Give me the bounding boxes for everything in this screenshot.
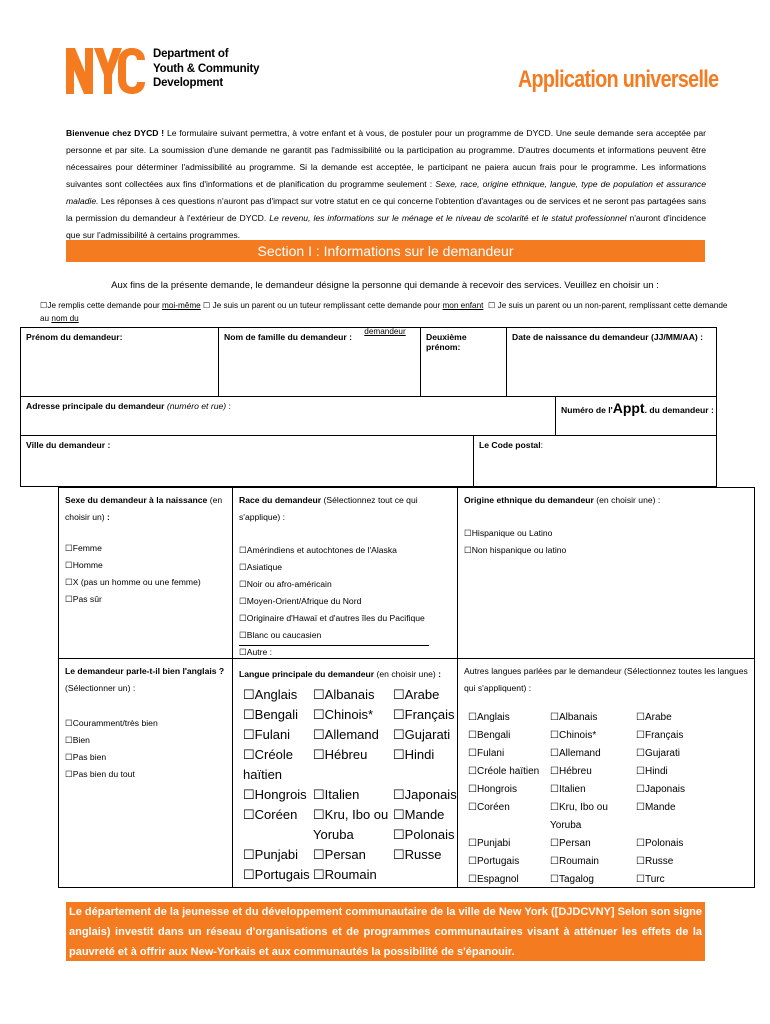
checkbox-icon[interactable]: ☐ (636, 874, 645, 885)
other-race-line[interactable] (239, 645, 429, 646)
sex-options (65, 540, 226, 608)
checkbox-icon[interactable]: ☐ (487, 301, 496, 310)
checkbox-icon[interactable]: ☐ (243, 807, 255, 822)
checkbox-icon[interactable]: ☐ (550, 748, 559, 759)
list-item[interactable] (393, 825, 455, 845)
zip-label: Le Code postal (479, 440, 541, 450)
checkbox-icon[interactable]: ☐ (393, 847, 405, 862)
list-item[interactable] (65, 749, 226, 766)
checkbox-icon[interactable]: ☐ (550, 730, 559, 741)
option-label: Amérindiens et autochtones de l'Alaska (246, 545, 397, 555)
org-name (153, 47, 259, 91)
option-label: Albanais (558, 712, 598, 723)
list-item[interactable] (243, 865, 315, 885)
ethnic-label: Origine ethnique du demandeur (464, 495, 594, 505)
list-item[interactable] (393, 725, 455, 745)
race-label: Race du demandeur (239, 495, 322, 505)
other-lang-label: Autres langues parlées par le demandeur (Sélectionnez toutes les langues qui s'appliquent) : (464, 666, 748, 693)
checkbox-icon[interactable]: ☐ (239, 630, 247, 640)
checkbox-icon[interactable]: ☐ (393, 827, 405, 842)
option-label: Roumain (558, 856, 599, 867)
list-item[interactable] (393, 845, 455, 865)
option-label: Portugais (476, 856, 520, 867)
list-item[interactable] (65, 715, 226, 732)
option-label: Allemand (324, 727, 379, 742)
checkbox-icon[interactable]: ☐ (468, 712, 477, 723)
checkbox-icon[interactable]: ☐ (393, 687, 405, 702)
list-item[interactable] (313, 685, 393, 705)
checkbox-icon[interactable]: ☐ (313, 707, 325, 722)
option-child-label: Je suis un parent ou un tuteur remplissant cette demande pour (210, 301, 443, 310)
race-hint: (Sélectionnez tout ce qui s'applique) : (239, 495, 418, 522)
checkbox-icon[interactable]: ☐ (550, 766, 559, 777)
ethnic-hint: (en choisir une) : (596, 495, 661, 505)
option-label: Portugais (254, 867, 310, 882)
option-label: Bien (72, 735, 90, 745)
option-label: Mande (404, 807, 445, 822)
list-item[interactable] (65, 732, 226, 749)
checkbox-icon[interactable]: ☐ (550, 784, 559, 795)
checkbox-icon[interactable]: ☐ (636, 856, 645, 867)
page-title: Application universelle (518, 66, 719, 93)
list-item[interactable] (468, 871, 553, 889)
dob-label: Date de naissance du demandeur (JJ/MM/AA) : (512, 332, 704, 342)
apt-label-post: . du demandeur : (644, 405, 714, 415)
checkbox-icon[interactable]: ☐ (239, 545, 247, 555)
option-label: Persan (324, 847, 366, 862)
list-item[interactable] (313, 845, 393, 865)
list-item[interactable] (243, 805, 315, 825)
checkbox-icon[interactable]: ☐ (636, 838, 645, 849)
list-item[interactable] (468, 781, 553, 799)
list-item[interactable] (636, 745, 718, 763)
option-label: Kru, Ibo ou Yoruba (313, 807, 389, 842)
list-item[interactable] (393, 785, 455, 805)
primary-col1 (243, 685, 315, 885)
option-label: Noir ou afro-américain (246, 579, 332, 589)
list-item[interactable] (393, 685, 455, 705)
option-label: Bengali (254, 707, 299, 722)
checkbox-icon[interactable]: ☐ (202, 301, 211, 310)
address-hint: (numéro et rue) (166, 401, 227, 411)
apt-label-big: Appt (612, 400, 645, 416)
section-1-header: Section I : Informations sur le demandeur (66, 240, 705, 262)
org-line-2: Youth & Community (153, 62, 260, 75)
zip-colon: : (540, 440, 543, 450)
primary-language-field (232, 658, 458, 888)
checkbox-icon[interactable]: ☐ (239, 596, 247, 606)
checkbox-icon[interactable]: ☐ (468, 802, 477, 813)
option-label: Hongrois (254, 787, 307, 802)
primary-col3 (393, 685, 455, 865)
option-label: Pas sûr (72, 594, 102, 604)
list-item (636, 817, 718, 835)
other-col2 (550, 709, 632, 889)
option-label: Roumain (324, 867, 377, 882)
org-line-3: Development (153, 77, 224, 89)
other-col1 (468, 709, 553, 889)
list-item[interactable] (636, 871, 718, 889)
list-item[interactable] (550, 853, 632, 871)
list-item[interactable] (550, 745, 632, 763)
option-label: Hébreu (558, 766, 592, 777)
checkbox-icon[interactable]: ☐ (636, 748, 645, 759)
dob-field[interactable] (506, 327, 717, 397)
checkbox-icon[interactable]: ☐ (468, 766, 477, 777)
intro-lead: Bienvenue chez DYCD ! (66, 128, 165, 138)
zip-field[interactable] (473, 435, 717, 487)
apt-label-pre: Numéro de l' (561, 405, 613, 415)
checkbox-icon[interactable]: ☐ (65, 594, 73, 604)
list-item[interactable] (636, 853, 718, 871)
primary-lang-label: Langue principale du demandeur (239, 669, 375, 679)
list-item[interactable] (636, 763, 718, 781)
option-label: Allemand (558, 748, 601, 759)
list-item[interactable] (636, 781, 718, 799)
list-item[interactable] (313, 785, 393, 805)
list-item[interactable] (243, 705, 315, 725)
option-label: Hongrois (476, 784, 517, 795)
checkbox-icon[interactable]: ☐ (550, 874, 559, 885)
checkbox-icon[interactable]: ☐ (636, 730, 645, 741)
checkbox-icon[interactable]: ☐ (243, 847, 255, 862)
list-item[interactable] (550, 763, 632, 781)
list-item[interactable] (468, 799, 553, 817)
checkbox-icon[interactable]: ☐ (393, 807, 405, 822)
list-item[interactable] (239, 576, 451, 593)
checkbox-icon[interactable]: ☐ (393, 787, 405, 802)
list-item[interactable] (636, 709, 718, 727)
checkbox-icon[interactable]: ☐ (313, 807, 325, 822)
checkbox-icon[interactable]: ☐ (393, 707, 405, 722)
english-hint: (Sélectionner un) : (65, 683, 136, 693)
middle-name-label: Deuxième prénom: (426, 332, 467, 352)
checkbox-icon[interactable]: ☐ (313, 787, 325, 802)
apt-field[interactable] (555, 396, 717, 436)
last-name-field[interactable] (218, 327, 421, 397)
ethnicity-field (457, 487, 755, 659)
option-label: Hébreu (324, 747, 368, 762)
checkbox-icon[interactable]: ☐ (313, 847, 325, 862)
list-item (313, 765, 393, 785)
list-item[interactable] (393, 745, 455, 765)
checkbox-icon[interactable]: ☐ (468, 856, 477, 867)
list-item[interactable] (243, 725, 315, 745)
checkbox-icon[interactable]: ☐ (550, 838, 559, 849)
footer-mission: Le département de la jeunesse et du développement communautaire de la ville de New York ([DJDCVNY] Selon son signe anglais) investit dans un réseau d'organisations et de programmes communautaires visant à atténuer les effets de la pauvreté et à offrir aux New-Yorkais et aux communautés la possibilité de s'épanouir. (66, 902, 705, 961)
checkbox-icon[interactable]: ☐ (65, 769, 73, 779)
checkbox-icon[interactable]: ☐ (550, 712, 559, 723)
intro-italic-1: Sexe, race, origine ethnique, langue, type de population et assurance maladie. (66, 179, 706, 206)
option-label: Punjabi (254, 847, 299, 862)
list-item[interactable] (65, 540, 226, 557)
checkbox-icon[interactable]: ☐ (313, 867, 325, 882)
option-label: Mande (644, 802, 676, 813)
english-field (58, 658, 233, 888)
intro-text-3: n'auront d'incidence que sur l'admissibilité à certains programmes. (66, 213, 707, 240)
list-item[interactable] (65, 574, 226, 591)
english-label: Le demandeur parle-t-il bien l'anglais ? (65, 666, 225, 676)
checkbox-icon[interactable]: ☐ (468, 748, 477, 759)
option-label: Italien (324, 787, 360, 802)
address-field[interactable] (20, 396, 556, 436)
list-item[interactable] (313, 705, 393, 725)
other-languages-field (457, 658, 755, 888)
list-item[interactable] (239, 559, 451, 576)
checkbox-icon[interactable]: ☐ (636, 712, 645, 723)
option-label: Gujarati (644, 748, 680, 759)
list-item[interactable] (243, 745, 315, 785)
checkbox-icon[interactable]: ☐ (40, 301, 48, 310)
applicant-note: Aux fins de la présente demande, le demandeur désigne la personne qui demande à recevoir des services. Veuillez en choisir un : (111, 280, 659, 291)
primary-col2 (313, 685, 393, 885)
last-name-label: Nom de famille du demandeur : (224, 332, 352, 342)
sex-hint: (en choisir un) (65, 495, 223, 522)
intro-text-1: Le formulaire suivant permettra, à votre enfant et à vous, de postuler pour un programme de DYCD. Une seule demande sera acceptée par personne et par site. La soumission d'une demande ne garantit pas l'admissibilité ou la participation au programme. D'autres documents et informations peuvent être nécessaires pour déterminer l'admissibilité au programme. Si la demande est acceptée, le participant ne paiera aucun frais pour le programme. Les informations suivantes sont collectées aux fins d'informations et de planification du programme seulement : (66, 128, 706, 189)
list-item[interactable] (464, 525, 748, 542)
checkbox-icon[interactable]: ☐ (636, 802, 645, 813)
list-item[interactable] (393, 705, 455, 725)
list-item[interactable] (243, 785, 315, 805)
list-item[interactable] (313, 805, 393, 845)
option-label: Non hispanique ou latino (471, 545, 567, 555)
list-item (468, 817, 553, 835)
intro-paragraph (66, 125, 706, 244)
list-item[interactable] (65, 766, 226, 783)
option-self-underlined: moi-même (162, 301, 201, 310)
list-item[interactable] (65, 591, 226, 608)
list-item[interactable] (243, 845, 315, 865)
option-label: Bengali (476, 730, 511, 741)
option-label: Persan (558, 838, 591, 849)
option-label: Coréen (254, 807, 298, 822)
checkbox-icon[interactable]: ☐ (65, 718, 73, 728)
checkbox-icon[interactable]: ☐ (636, 784, 645, 795)
checkbox-icon[interactable]: ☐ (243, 687, 255, 702)
address-label: Adresse principale du demandeur (26, 401, 165, 411)
option-label: Chinois* (324, 707, 374, 722)
option-label: Hispanique ou Latino (471, 528, 553, 538)
option-label: Tagalog (558, 874, 594, 885)
checkbox-icon[interactable]: ☐ (313, 727, 325, 742)
checkbox-icon[interactable]: ☐ (65, 560, 73, 570)
race-field (232, 487, 458, 659)
checkbox-icon[interactable]: ☐ (313, 687, 325, 702)
nyc-logo-icon (66, 48, 146, 94)
checkbox-icon[interactable]: ☐ (313, 747, 325, 762)
checkbox-icon[interactable]: ☐ (65, 752, 73, 762)
option-label: Fulani (476, 748, 505, 759)
english-options (65, 715, 226, 783)
list-item[interactable] (550, 709, 632, 727)
option-label: Fulani (254, 727, 291, 742)
address-colon: : (226, 401, 231, 411)
option-label: Kru, Ibo ou Yoruba (550, 802, 608, 831)
list-item[interactable] (550, 799, 632, 835)
sex-colon: : (104, 512, 110, 522)
list-item[interactable] (468, 727, 553, 745)
list-item[interactable] (636, 835, 718, 853)
option-label: Chinois* (558, 730, 597, 741)
checkbox-icon[interactable]: ☐ (239, 647, 247, 657)
option-label: Moyen-Orient/Afrique du Nord (246, 596, 362, 606)
option-label: Français (644, 730, 684, 741)
option-label: Blanc ou caucasien (246, 630, 322, 640)
list-item[interactable] (65, 557, 226, 574)
option-label: Asiatique (246, 562, 283, 572)
list-item[interactable] (550, 871, 632, 889)
list-item[interactable] (239, 610, 451, 627)
option-label: Russe (644, 856, 674, 867)
option-label: Créole haïtien (243, 747, 293, 782)
intro-text-2: Les réponses à ces questions n'auront pas d'impact sur votre statut en ce qui concerne l'obtention d'avantages ou de services et ne seront pas partagées sans la permission du demandeur à l'extérieur de DYCD. (66, 196, 706, 223)
checkbox-icon[interactable]: ☐ (65, 543, 73, 553)
primary-lang-colon: : (435, 669, 442, 679)
list-item[interactable] (239, 627, 451, 644)
checkbox-icon[interactable]: ☐ (65, 735, 73, 745)
middle-name-field[interactable] (420, 327, 507, 397)
option-label: Pas bien du tout (72, 769, 135, 779)
option-other-label: Je suis un parent ou un non-parent, remplissant cette demande au (40, 301, 728, 323)
option-label: Polonais (644, 838, 684, 849)
checkbox-icon[interactable]: ☐ (393, 727, 405, 742)
ethnic-options (464, 525, 748, 559)
list-item[interactable] (313, 745, 393, 765)
checkbox-icon[interactable]: ☐ (243, 727, 255, 742)
option-label: Originaire d'Hawaï et d'autres îles du Pacifique (246, 613, 425, 623)
list-item[interactable] (636, 799, 718, 817)
option-label: Japonais (644, 784, 685, 795)
option-label: Arabe (644, 712, 672, 723)
checkbox-icon[interactable]: ☐ (468, 730, 477, 741)
org-line-1: Department of (153, 48, 229, 60)
option-label: Espagnol (476, 874, 519, 885)
checkbox-icon[interactable]: ☐ (239, 613, 247, 623)
option-label: X (pas un homme ou une femme) (72, 577, 201, 587)
list-item[interactable] (468, 709, 553, 727)
list-item[interactable] (243, 685, 315, 705)
list-item (393, 765, 455, 785)
first-name-label: Prénom du demandeur: (26, 332, 123, 342)
option-label: Homme (72, 560, 103, 570)
option-label: Femme (72, 543, 102, 553)
option-label: Créole haïtien (476, 766, 540, 777)
checkbox-icon[interactable]: ☐ (550, 856, 559, 867)
option-label: Pas bien (72, 752, 107, 762)
intro-italic-2: Le revenu, les informations sur le ménage et le niveau de scolarité et le statut professionnel (269, 213, 627, 223)
checkbox-icon[interactable]: ☐ (393, 747, 405, 762)
list-item[interactable] (550, 835, 632, 853)
checkbox-icon[interactable]: ☐ (464, 528, 472, 538)
race-options (239, 542, 451, 661)
option-label: Coréen (476, 802, 510, 813)
list-item[interactable] (550, 727, 632, 745)
option-label: Albanais (324, 687, 375, 702)
list-item[interactable] (636, 727, 718, 745)
option-label: Couramment/très bien (72, 718, 158, 728)
list-item[interactable] (468, 835, 553, 853)
city-label: Ville du demandeur : (26, 440, 111, 450)
checkbox-icon[interactable]: ☐ (243, 747, 255, 762)
option-label: Arabe (404, 687, 440, 702)
option-label: Hindi (404, 747, 435, 762)
primary-lang-hint: (en choisir une) (376, 669, 436, 679)
checkbox-icon[interactable]: ☐ (243, 707, 255, 722)
option-label: Anglais (254, 687, 298, 702)
checkbox-icon[interactable]: ☐ (468, 838, 477, 849)
list-item (243, 825, 315, 845)
checkbox-icon[interactable]: ☐ (636, 766, 645, 777)
sex-field (58, 487, 233, 659)
list-item[interactable] (468, 745, 553, 763)
sex-label: Sexe du demandeur à la naissance (65, 495, 208, 505)
checkbox-icon[interactable]: ☐ (468, 874, 477, 885)
other-col3 (636, 709, 718, 889)
option-label: Punjabi (476, 838, 511, 849)
list-item[interactable] (550, 781, 632, 799)
list-item[interactable] (239, 593, 451, 610)
option-label: Autre : (246, 647, 273, 657)
list-item[interactable] (313, 725, 393, 745)
list-item[interactable] (313, 865, 393, 885)
option-label: Italien (558, 784, 586, 795)
option-self-label: Je remplis cette demande pour (47, 301, 163, 310)
list-item[interactable] (464, 542, 748, 559)
checkbox-icon[interactable]: ☐ (464, 545, 472, 555)
option-label: Turc (644, 874, 665, 885)
first-name-field[interactable] (20, 327, 219, 397)
list-item[interactable] (468, 763, 553, 781)
checkbox-icon[interactable]: ☐ (239, 579, 247, 589)
option-child-underlined: mon enfant (442, 301, 484, 310)
city-field[interactable] (20, 435, 474, 487)
option-label: Gujarati (404, 727, 451, 742)
checkbox-icon[interactable]: ☐ (550, 802, 559, 813)
checkbox-icon[interactable]: ☐ (239, 562, 247, 572)
checkbox-icon[interactable]: ☐ (468, 784, 477, 795)
list-item[interactable] (468, 853, 553, 871)
checkbox-icon[interactable]: ☐ (65, 577, 73, 587)
option-other-underlined: nom du (51, 314, 79, 323)
option-label: Hindi (644, 766, 668, 777)
list-item[interactable] (239, 542, 451, 559)
option-label: Russe (404, 847, 442, 862)
checkbox-icon[interactable]: ☐ (243, 787, 255, 802)
option-label: Polonais (404, 827, 455, 842)
checkbox-icon[interactable]: ☐ (243, 867, 255, 882)
option-label: Français (404, 707, 455, 722)
option-other-underlined-2: demandeur (364, 327, 406, 336)
option-label: Japonais (404, 787, 457, 802)
option-label: Anglais (476, 712, 510, 723)
list-item[interactable] (393, 805, 455, 825)
